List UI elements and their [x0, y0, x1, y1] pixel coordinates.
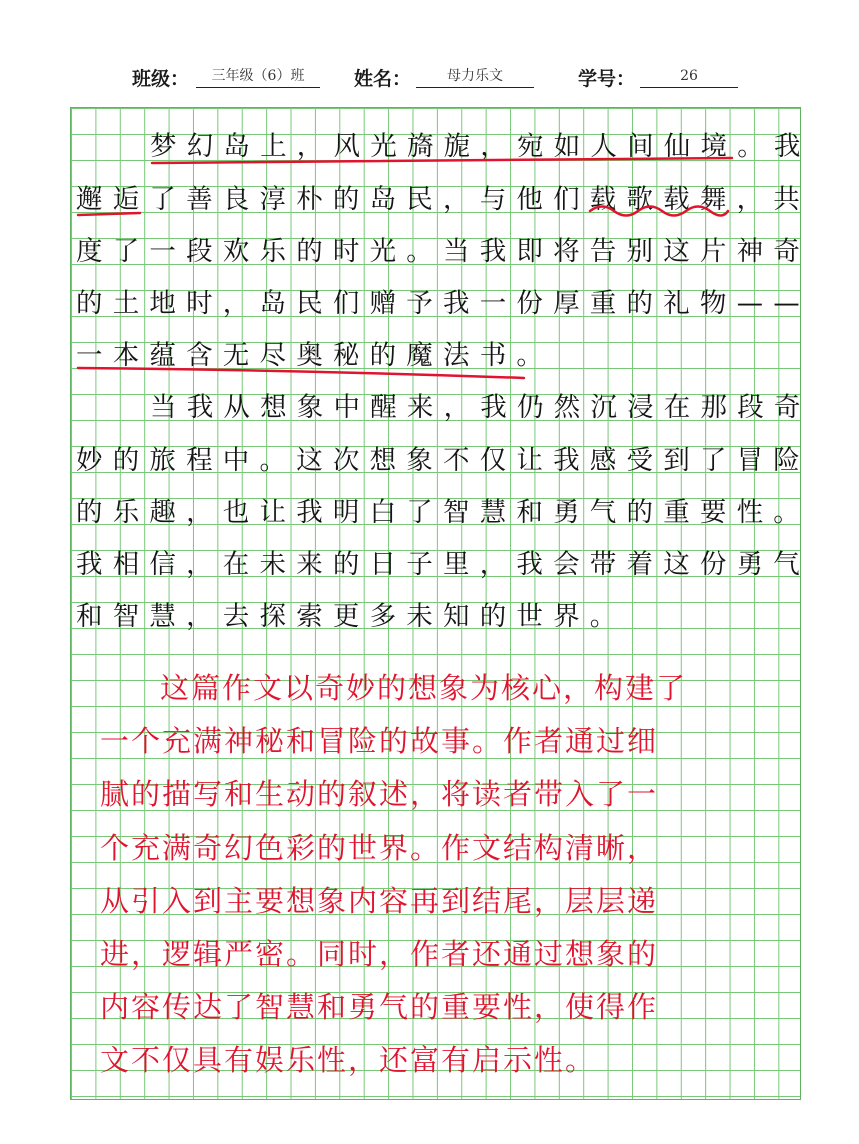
essay-line: 梦幻岛上，风光旖旎，宛如人间仙境。我 [150, 131, 811, 162]
essay-line: 的乐趣，也让我明白了智慧和勇气的重要性。 [76, 497, 810, 528]
class-field[interactable]: 三年级（6）班 [196, 65, 320, 88]
essay-line: 妙的旅程中。这次想象不仅让我感受到了冒险 [76, 445, 810, 476]
comment-line: 腻的描写和生动的叙述，将读者带入了一 [100, 777, 659, 811]
comment-line: 一个充满神秘和冒险的故事。作者通过细 [100, 724, 659, 758]
comment-line: 从引入到主要想象内容再到结尾，层层递 [100, 884, 659, 918]
comment-line: 内容传达了智慧和勇气的重要性，使得作 [100, 990, 659, 1024]
comment-line: 这篇作文以奇妙的想象为核心，构建了 [160, 671, 688, 705]
name-field[interactable]: 母力乐文 [416, 65, 534, 88]
essay-line: 邂逅了善良淳朴的岛民，与他们载歌载舞，共 [76, 184, 810, 215]
essay-line: 一本蕴含无尽奥秘的魔法书。 [76, 340, 554, 371]
comment-line: 个充满奇幻色彩的世界。作文结构清晰， [100, 831, 659, 865]
comment-line: 文不仅具有娱乐性，还富有启示性。 [100, 1043, 597, 1077]
worksheet-header [0, 58, 859, 94]
essay-line: 的土地时，岛民们赠予我一份厚重的礼物—— [76, 288, 810, 319]
name-label: 姓名： [354, 68, 412, 90]
comment-line: 进，逻辑严密。同时，作者还通过想象的 [100, 937, 659, 971]
essay-line: 当我从想象中醒来，我仍然沉浸在那段奇 [150, 392, 811, 423]
student-id-label: 学号： [578, 68, 636, 90]
essay-line: 我相信，在未来的日子里，我会带着这份勇气 [76, 549, 810, 580]
class-label: 班级： [132, 68, 190, 90]
essay-line: 和智慧，去探索更多未知的世界。 [76, 601, 627, 632]
student-id-field[interactable]: 26 [640, 65, 738, 88]
essay-line: 度了一段欢乐的时光。当我即将告别这片神奇 [76, 236, 810, 267]
